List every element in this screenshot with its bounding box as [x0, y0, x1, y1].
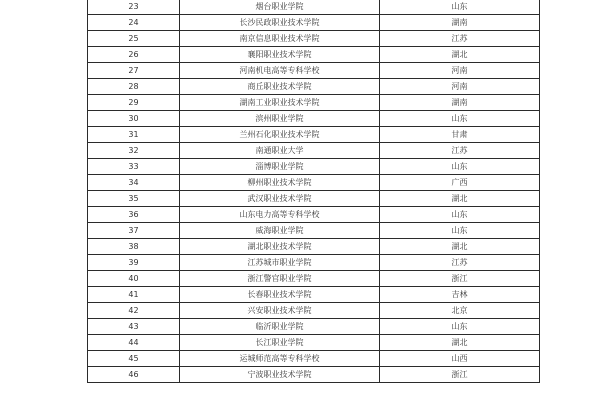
table-row [88, 367, 540, 383]
rank-cell: 41 [88, 287, 180, 303]
rank-cell: 43 [88, 319, 180, 335]
rank-cell: 29 [88, 95, 180, 111]
rank-cell: 33 [88, 159, 180, 175]
province-cell: 湖南 [380, 15, 540, 31]
table-row [88, 223, 540, 239]
rank-cell: 46 [88, 367, 180, 383]
rank-cell: 42 [88, 303, 180, 319]
college-name-cell: 浙江警官职业学院 [180, 271, 380, 287]
table-row [88, 191, 540, 207]
table-row [88, 111, 540, 127]
rank-cell: 31 [88, 127, 180, 143]
rank-cell: 34 [88, 175, 180, 191]
table-row [88, 287, 540, 303]
province-cell: 山东 [380, 0, 540, 15]
rank-cell: 25 [88, 31, 180, 47]
college-name-cell: 商丘职业技术学院 [180, 79, 380, 95]
rank-cell: 37 [88, 223, 180, 239]
rank-cell: 28 [88, 79, 180, 95]
rank-cell: 38 [88, 239, 180, 255]
province-cell: 山东 [380, 159, 540, 175]
province-cell: 山西 [380, 351, 540, 367]
province-cell: 吉林 [380, 287, 540, 303]
table-body [88, 0, 540, 383]
college-name-cell: 武汉职业技术学院 [180, 191, 380, 207]
rank-cell: 24 [88, 15, 180, 31]
college-ranking-table [87, 0, 540, 383]
rank-cell: 23 [88, 0, 180, 15]
province-cell: 江苏 [380, 143, 540, 159]
province-cell: 河南 [380, 63, 540, 79]
province-cell: 湖北 [380, 239, 540, 255]
college-name-cell: 柳州职业技术学院 [180, 175, 380, 191]
province-cell: 湖北 [380, 47, 540, 63]
rank-cell: 27 [88, 63, 180, 79]
table-row [88, 159, 540, 175]
college-name-cell: 湖北职业技术学院 [180, 239, 380, 255]
college-name-cell: 南通职业大学 [180, 143, 380, 159]
rank-cell: 44 [88, 335, 180, 351]
college-name-cell: 江苏城市职业学院 [180, 255, 380, 271]
province-cell: 湖南 [380, 95, 540, 111]
table-row [88, 47, 540, 63]
table-row [88, 319, 540, 335]
province-cell: 山东 [380, 207, 540, 223]
college-name-cell: 宁波职业技术学院 [180, 367, 380, 383]
table-row [88, 15, 540, 31]
college-name-cell: 长江职业学院 [180, 335, 380, 351]
college-name-cell: 山东电力高等专科学校 [180, 207, 380, 223]
table-row [88, 351, 540, 367]
province-cell: 湖北 [380, 335, 540, 351]
rank-cell: 45 [88, 351, 180, 367]
college-name-cell: 威海职业学院 [180, 223, 380, 239]
rank-cell: 39 [88, 255, 180, 271]
table-row [88, 175, 540, 191]
college-name-cell: 南京信息职业技术学院 [180, 31, 380, 47]
province-cell: 甘肃 [380, 127, 540, 143]
college-name-cell: 长春职业技术学院 [180, 287, 380, 303]
college-name-cell: 滨州职业学院 [180, 111, 380, 127]
province-cell: 湖北 [380, 191, 540, 207]
province-cell: 江苏 [380, 255, 540, 271]
college-name-cell: 兴安职业技术学院 [180, 303, 380, 319]
college-name-cell: 河南机电高等专科学校 [180, 63, 380, 79]
college-name-cell: 临沂职业学院 [180, 319, 380, 335]
table-row [88, 335, 540, 351]
table-row [88, 239, 540, 255]
college-name-cell: 兰州石化职业技术学院 [180, 127, 380, 143]
table-row [88, 127, 540, 143]
college-name-cell: 长沙民政职业技术学院 [180, 15, 380, 31]
college-name-cell: 运城师范高等专科学校 [180, 351, 380, 367]
province-cell: 浙江 [380, 367, 540, 383]
table-row [88, 303, 540, 319]
province-cell: 山东 [380, 223, 540, 239]
table-row [88, 143, 540, 159]
college-name-cell: 淄博职业学院 [180, 159, 380, 175]
province-cell: 山东 [380, 111, 540, 127]
rank-cell: 30 [88, 111, 180, 127]
table-row [88, 0, 540, 15]
province-cell: 北京 [380, 303, 540, 319]
province-cell: 山东 [380, 319, 540, 335]
province-cell: 浙江 [380, 271, 540, 287]
rank-cell: 36 [88, 207, 180, 223]
table-row [88, 95, 540, 111]
table-row [88, 271, 540, 287]
college-name-cell: 襄阳职业技术学院 [180, 47, 380, 63]
table-row [88, 207, 540, 223]
province-cell: 江苏 [380, 31, 540, 47]
rank-cell: 40 [88, 271, 180, 287]
rank-cell: 32 [88, 143, 180, 159]
province-cell: 广西 [380, 175, 540, 191]
table-row [88, 79, 540, 95]
table-row [88, 31, 540, 47]
rank-cell: 26 [88, 47, 180, 63]
college-name-cell: 烟台职业学院 [180, 0, 380, 15]
table-row [88, 63, 540, 79]
rank-cell: 35 [88, 191, 180, 207]
college-name-cell: 湖南工业职业技术学院 [180, 95, 380, 111]
table-row [88, 255, 540, 271]
province-cell: 河南 [380, 79, 540, 95]
